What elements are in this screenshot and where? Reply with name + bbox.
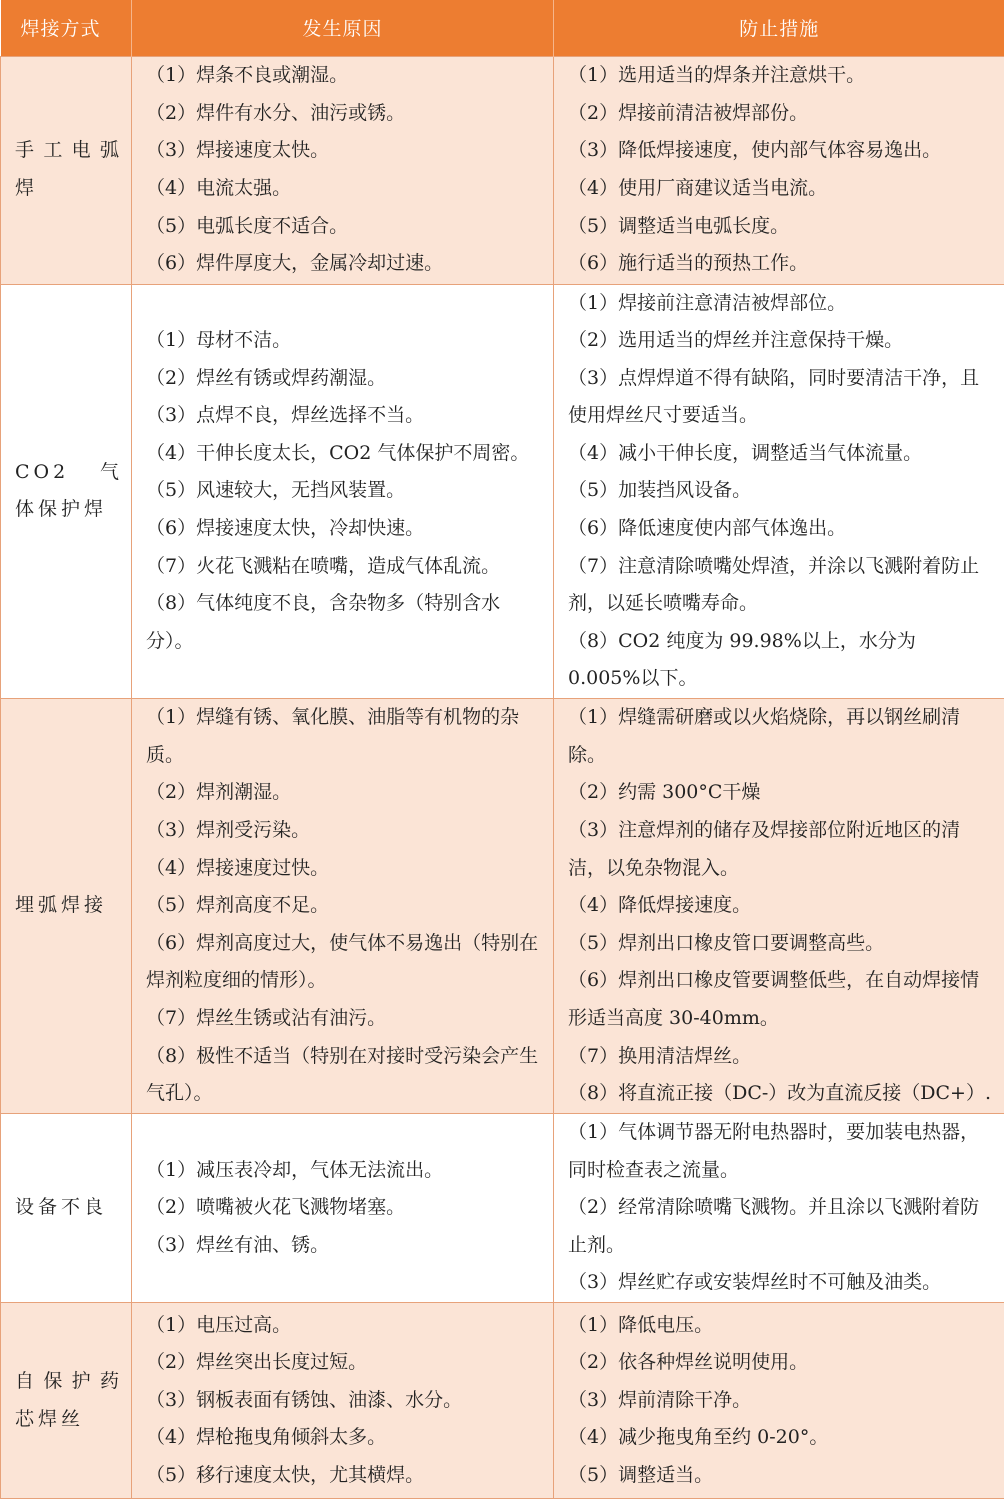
cause-item: （2）焊丝突出长度过短。 — [146, 1344, 543, 1382]
cause-item: （2）喷嘴被火花飞溅物堵塞。 — [146, 1189, 543, 1227]
measure-item: （5）调整适当。 — [568, 1457, 994, 1495]
measure-item: （7）换用清洁焊丝。 — [568, 1038, 994, 1076]
measure-item: （6）焊剂出口橡皮管要调整低些，在自动焊接情形适当高度 30-40mm。 — [568, 962, 994, 1037]
cause-cell — [132, 56, 554, 284]
cause-item: （4）焊接速度过快。 — [146, 850, 543, 888]
measure-item: （2）经常清除喷嘴飞溅物。并且涂以飞溅附着防止剂。 — [568, 1189, 994, 1264]
cause-item: （4）焊枪拖曳角倾斜太多。 — [146, 1419, 543, 1457]
measure-item: （6）施行适当的预热工作。 — [568, 245, 994, 283]
cause-item: （1）焊条不良或潮湿。 — [146, 57, 543, 95]
method-cell: 设备不良 — [1, 1114, 132, 1303]
cause-cell — [132, 284, 554, 699]
cause-item: （8）气体纯度不良，含杂物多（特别含水分）。 — [146, 585, 543, 660]
measure-cell — [554, 1114, 1004, 1303]
cause-item: （3）焊接速度太快。 — [146, 132, 543, 170]
cause-item: （1）焊缝有锈、氧化膜、油脂等有机物的杂质。 — [146, 699, 543, 774]
header-cause: 发生原因 — [132, 0, 554, 56]
cause-item: （1）电压过高。 — [146, 1307, 543, 1345]
measure-item: （3）焊前清除干净。 — [568, 1382, 994, 1420]
measure-item: （5）加装挡风设备。 — [568, 472, 994, 510]
measure-item: （2）焊接前清洁被焊部份。 — [568, 95, 994, 133]
method-cell: 手工电弧焊 — [1, 56, 132, 284]
measure-cell — [554, 699, 1004, 1114]
measure-item: （1）降低电压。 — [568, 1307, 994, 1345]
measure-item: （7）注意清除喷嘴处焊渣，并涂以飞溅附着防止剂，以延长喷嘴寿命。 — [568, 548, 994, 623]
cause-item: （7）焊丝生锈或沾有油污。 — [146, 1000, 543, 1038]
cause-item: （3）点焊不良，焊丝选择不当。 — [146, 397, 543, 435]
cause-cell — [132, 1114, 554, 1303]
cause-item: （6）焊件厚度大，金属冷却过速。 — [146, 245, 543, 283]
measure-item: （4）使用厂商建议适当电流。 — [568, 170, 994, 208]
cause-item: （3）焊剂受污染。 — [146, 812, 543, 850]
measure-item: （3）注意焊剂的储存及焊接部位附近地区的清洁，以免杂物混入。 — [568, 812, 994, 887]
measure-item: （3）点焊焊道不得有缺陷，同时要清洁干净，且使用焊丝尺寸要适当。 — [568, 360, 994, 435]
measure-item: （8）CO2 纯度为 99.98%以上，水分为 0.005%以下。 — [568, 623, 994, 698]
cause-item: （5）焊剂高度不足。 — [146, 887, 543, 925]
cause-item: （5）风速较大，无挡风装置。 — [146, 472, 543, 510]
cause-item: （5）移行速度太快，尤其横焊。 — [146, 1457, 543, 1495]
method-cell: CO2 气体保护焊 — [1, 284, 132, 699]
method-cell: 埋弧焊接 — [1, 699, 132, 1114]
table-row — [1, 56, 1004, 284]
cause-item: （8）极性不适当（特别在对接时受污染会产生气孔）。 — [146, 1038, 543, 1113]
cause-item: （2）焊丝有锈或焊药潮湿。 — [146, 360, 543, 398]
measure-item: （1）焊接前注意清洁被焊部位。 — [568, 285, 994, 323]
measure-item: （4）降低焊接速度。 — [568, 887, 994, 925]
cause-cell — [132, 699, 554, 1114]
measure-item: （3）焊丝贮存或安装焊丝时不可触及油类。 — [568, 1264, 994, 1302]
cause-item: （4）电流太强。 — [146, 170, 543, 208]
measure-item: （4）减小干伸长度，调整适当气体流量。 — [568, 435, 994, 473]
measure-item: （6）降低速度使内部气体逸出。 — [568, 510, 994, 548]
measure-item: （1）气体调节器无附电热器时，要加装电热器，同时检查表之流量。 — [568, 1114, 994, 1189]
cause-item: （2）焊剂潮湿。 — [146, 774, 543, 812]
measure-item: （2）选用适当的焊丝并注意保持干燥。 — [568, 322, 994, 360]
measure-item: （1）焊缝需研磨或以火焰烧除，再以钢丝刷清除。 — [568, 699, 994, 774]
cause-item: （6）焊剂高度过大，使气体不易逸出（特别在焊剂粒度细的情形）。 — [146, 925, 543, 1000]
measure-item: （3）降低焊接速度，使内部气体容易逸出。 — [568, 132, 994, 170]
cause-item: （2）焊件有水分、油污或锈。 — [146, 95, 543, 133]
table-header-row — [1, 0, 1004, 56]
measure-cell — [554, 56, 1004, 284]
cause-item: （3）钢板表面有锈蚀、油漆、水分。 — [146, 1382, 543, 1420]
measure-cell — [554, 1303, 1004, 1499]
cause-item: （1）母材不洁。 — [146, 322, 543, 360]
measure-item: （5）焊剂出口橡皮管口要调整高些。 — [568, 925, 994, 963]
cause-item: （6）焊接速度太快，冷却快速。 — [146, 510, 543, 548]
cause-cell — [132, 1303, 554, 1499]
measure-item: （2）约需 300°C干燥 — [568, 774, 994, 812]
cause-item: （5）电弧长度不适合。 — [146, 208, 543, 246]
cause-item: （7）火花飞溅粘在喷嘴，造成气体乱流。 — [146, 548, 543, 586]
measure-item: （1）选用适当的焊条并注意烘干。 — [568, 57, 994, 95]
table-row — [1, 699, 1004, 1114]
method-cell: 自保护药芯焊丝 — [1, 1303, 132, 1499]
table-row — [1, 1303, 1004, 1499]
table-row — [1, 1114, 1004, 1303]
measure-item: （5）调整适当电弧长度。 — [568, 208, 994, 246]
measure-cell — [554, 284, 1004, 699]
cause-item: （3）焊丝有油、锈。 — [146, 1227, 543, 1265]
measure-item: （8）将直流正接（DC-）改为直流反接（DC+）. — [568, 1075, 994, 1113]
table-row — [1, 284, 1004, 699]
header-measure: 防止措施 — [554, 0, 1004, 56]
measure-item: （2）依各种焊丝说明使用。 — [568, 1344, 994, 1382]
cause-item: （4）干伸长度太长，CO2 气体保护不周密。 — [146, 435, 543, 473]
header-method: 焊接方式 — [1, 0, 132, 56]
measure-item: （4）减少拖曳角至约 0-20°。 — [568, 1419, 994, 1457]
cause-item: （1）减压表冷却，气体无法流出。 — [146, 1152, 543, 1190]
